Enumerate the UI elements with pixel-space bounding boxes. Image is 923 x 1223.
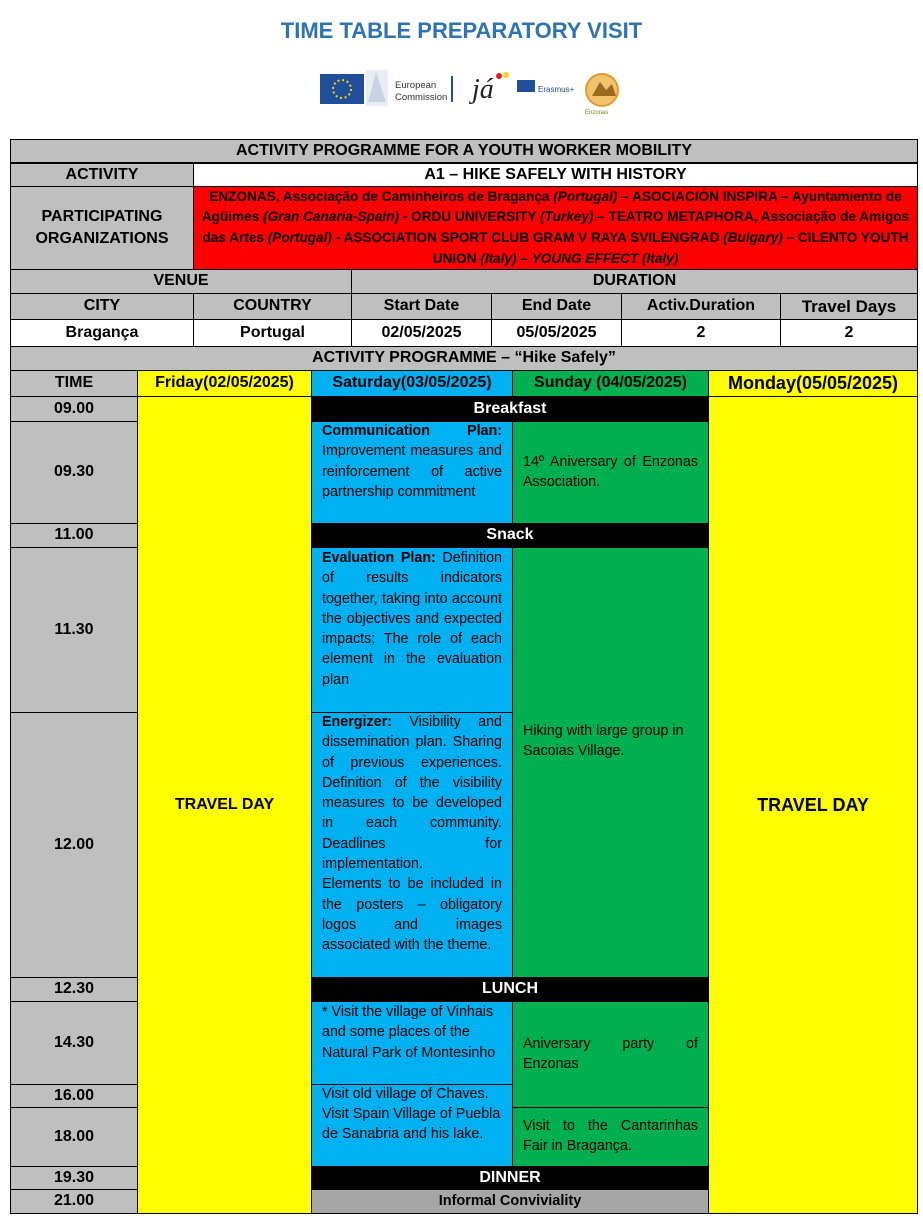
activity-value: A1 – HIKE SAFELY WITH HISTORY [193, 163, 918, 187]
day-header-sunday: Sunday (04/05/2025) [512, 370, 709, 397]
breakfast-bar: Breakfast [311, 396, 709, 422]
logos-graphic [0, 66, 923, 118]
informal-conviviality-bar: Informal Conviviality [311, 1189, 709, 1214]
country-label: COUNTRY [193, 293, 352, 320]
time-cell: 11.30 [10, 547, 138, 713]
start-date-value: 02/05/2025 [351, 319, 492, 347]
ec-line1: European [395, 80, 437, 91]
time-cell: 18.00 [10, 1107, 138, 1167]
city-value: Bragança [10, 319, 194, 347]
monday-travel-day: TRAVEL DAY [708, 396, 918, 1214]
sunday-hiking: Hiking with large group in Sacoias Village. [523, 723, 684, 760]
ec-line2: Commission [395, 92, 448, 103]
day-header-saturday: Saturday(03/05/2025) [311, 370, 513, 397]
saturday-visit-vinhais: * Visit the village of Vinhais and some places of the Natural Park of Montesinho [322, 1004, 496, 1061]
saturday-energizer: Energizer: Visibility and dissemination plan. Sharing of previous experiences. Definition of the visibility measures to be developed in each community. Deadlines for implementation. Elements to be included in the posters – obligatory logos and images associated with the theme. [322, 714, 502, 954]
activ-duration-label: Activ.Duration [621, 293, 781, 320]
saturday-evaluation-plan: Evaluation Plan: Definition of results indicators together, taking into account the objectives and expected impacts; The role of each element in the evaluation plan [322, 550, 502, 688]
travel-days-label: Travel Days [780, 293, 918, 320]
sunday-party: Aniversary party of Enzonas [523, 1036, 698, 1073]
day-header-monday: Monday(05/05/2025) [708, 370, 918, 397]
friday-travel-day: TRAVEL DAY [137, 396, 312, 1214]
lunch-bar: LUNCH [311, 977, 709, 1002]
activ-duration-value: 2 [621, 319, 781, 347]
day-header-friday: Friday(02/05/2025) [137, 370, 312, 397]
end-date-label: End Date [491, 293, 622, 320]
european-commission-logo [320, 70, 453, 106]
page-title: TIME TABLE PREPARATORY VISIT [280, 18, 643, 43]
ja-text: já [472, 74, 494, 105]
programme-title: ACTIVITY PROGRAMME FOR A YOUTH WORKER MOBILITY [10, 139, 918, 163]
erasmus-text: Erasmus+ [538, 85, 575, 94]
time-cell: 12.30 [10, 977, 138, 1002]
travel-days-value: 2 [780, 319, 918, 347]
activity-label: ACTIVITY [10, 163, 194, 187]
time-cell: 16.00 [10, 1084, 138, 1108]
time-cell: 09.30 [10, 421, 138, 524]
sunday-aniversary: 14º Aniversary of Enzonas Association. [523, 454, 698, 491]
duration-label: DURATION [351, 269, 918, 294]
programme-subtitle: ACTIVITY PROGRAMME – “Hike Safely” [10, 346, 918, 371]
time-cell: 19.30 [10, 1166, 138, 1190]
end-date-value: 05/05/2025 [491, 319, 622, 347]
time-cell: 21.00 [10, 1189, 138, 1214]
country-value: Portugal [193, 319, 352, 347]
venue-label: VENUE [10, 269, 352, 294]
ja-logo [469, 72, 509, 105]
logo-strip [0, 66, 923, 118]
participating-orgs [193, 186, 918, 270]
saturday-visit-sanabria: Visit Spain Village of Puebla de Sanabria and his lake. [322, 1106, 501, 1143]
city-label: CITY [10, 293, 194, 320]
time-cell: 11.00 [10, 523, 138, 548]
start-date-label: Start Date [351, 293, 492, 320]
time-cell: 12.00 [10, 712, 138, 978]
enzonas-text: Enzonas [585, 110, 609, 116]
erasmus-logo [517, 80, 575, 94]
saturday-visit-chaves: Visit old village of Chaves. [322, 1086, 489, 1102]
enzonas-logo [585, 74, 618, 116]
orgs-text: ENZONAS, Associação de Caminheiros de Bragança (Portugal) – ASOCIACIÓN INSPIRA – Ayuntamiento de Agüimes (Gran Canaria-Spain) - ORDU UNIVERSITY (Turkey) – TEATRO METAPHORA, Associação de Amigos das Artes (Portugal) - ASSOCIATION SPORT CLUB GRAM V RAYA SVILENGRAD (Bulgary) – CILENTO YOUTH UNION (Italy) – YOUNG EFFECT (Italy) [201, 188, 910, 266]
dinner-bar: DINNER [311, 1166, 709, 1190]
saturday-communication-plan: Communication Plan: Improvement measures and reinforcement of active partnership commitment [322, 423, 502, 500]
time-header: TIME [10, 370, 138, 397]
time-cell: 09.00 [10, 396, 138, 422]
participating-label-text: PARTICIPATING ORGANIZATIONS [35, 208, 169, 247]
sunday-cantarinhas-fair: Visit to the Cantarinhas Fair in Bragança. [523, 1118, 698, 1155]
participating-label [10, 186, 194, 270]
snack-bar: Snack [311, 523, 709, 548]
time-cell: 14.30 [10, 1001, 138, 1085]
